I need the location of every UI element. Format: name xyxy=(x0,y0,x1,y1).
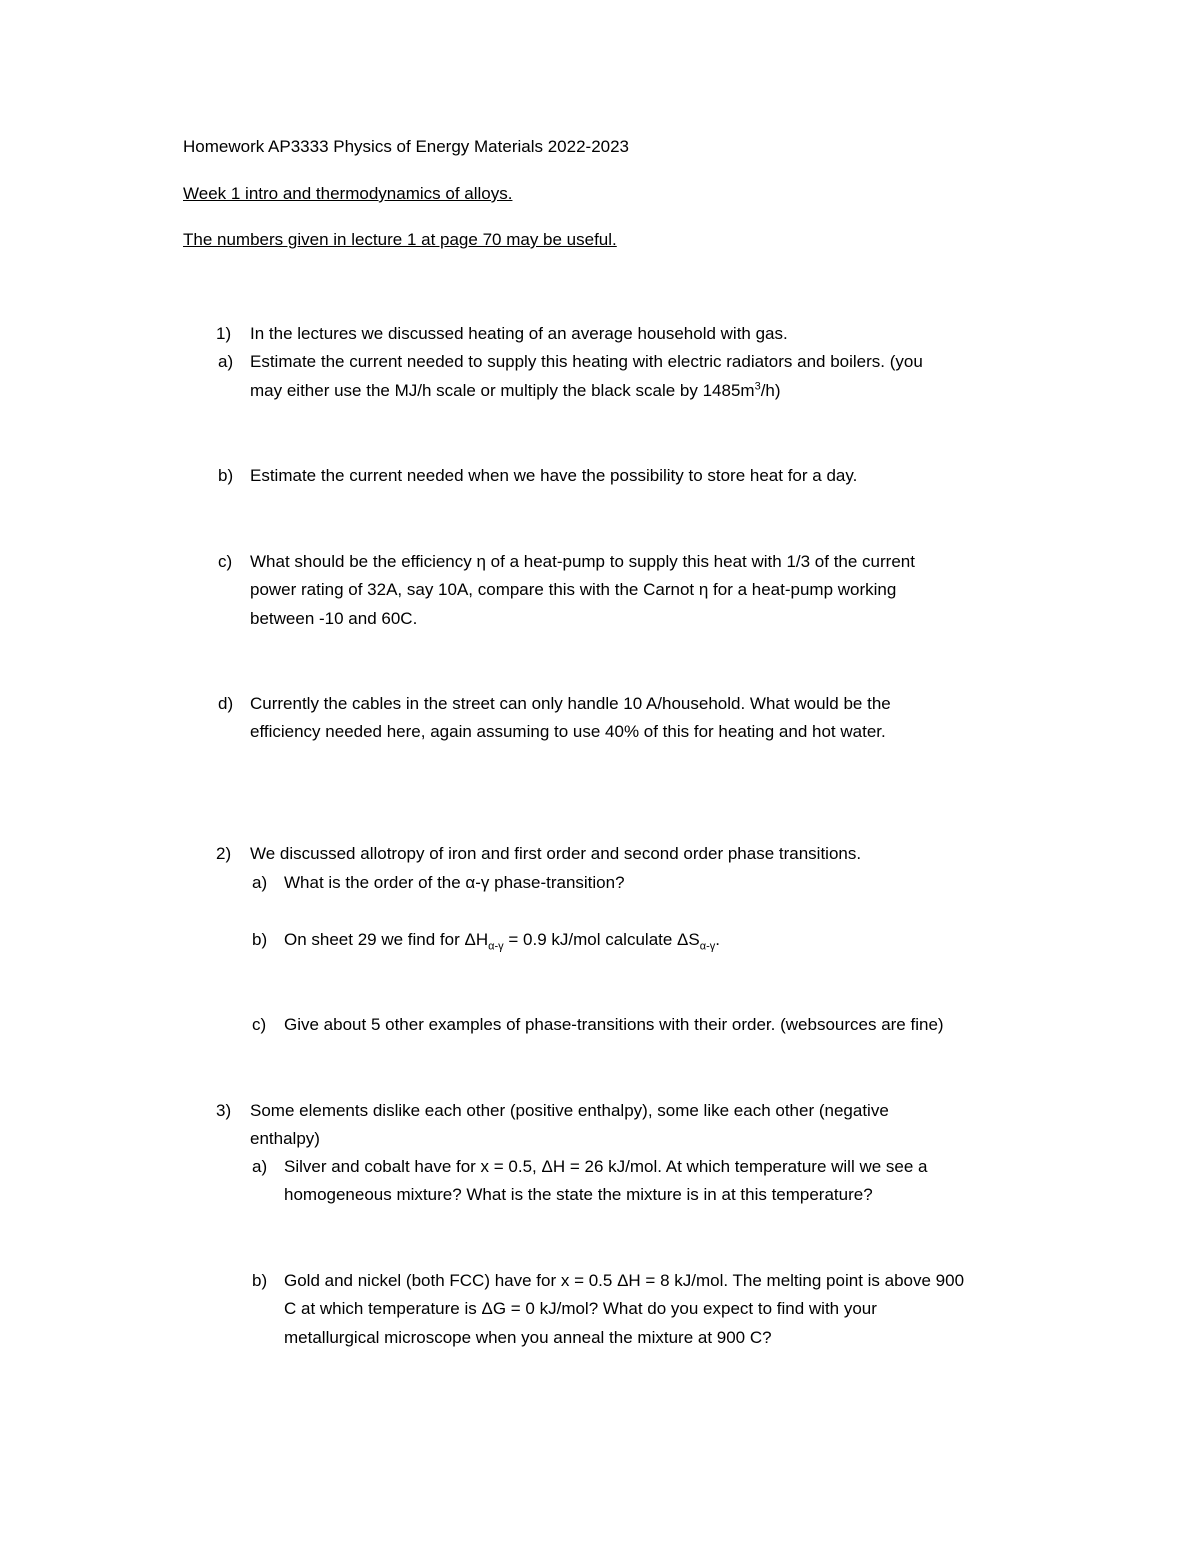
q2-number: 2) xyxy=(216,844,232,863)
q3b-line3: metallurgical microscope when you anneal the mixture at 900 C? xyxy=(284,1328,772,1347)
q1a-line1: Estimate the current needed to supply this heating with electric radiators and boilers. (you xyxy=(250,352,923,371)
q1c-label: c) xyxy=(218,552,233,571)
q1-text: In the lectures we discussed heating of an average household with gas. xyxy=(250,324,788,343)
q1-number: 1) xyxy=(216,324,232,343)
q3b-line2: C at which temperature is ΔG = 0 kJ/mol? What do you expect to find with your xyxy=(284,1299,877,1318)
q1a-line2 xyxy=(250,377,781,405)
q1c-line1: What should be the efficiency η of a heat-pump to supply this heat with 1/3 of the current xyxy=(250,552,915,571)
q1a-line2-post: /h) xyxy=(760,381,781,400)
q1c-line3: between -10 and 60C. xyxy=(250,609,418,628)
q3-line2: enthalpy) xyxy=(250,1129,320,1148)
q3-line1: Some elements dislike each other (positive enthalpy), some like each other (negative xyxy=(250,1101,889,1120)
q2a-text: What is the order of the α-γ phase-transition? xyxy=(284,873,625,892)
q1a-label: a) xyxy=(218,352,234,371)
q3b-label: b) xyxy=(252,1271,268,1290)
q1d-line1: Currently the cables in the street can only handle 10 A/household. What would be the xyxy=(250,694,891,713)
q1b-text: Estimate the current needed when we have the possibility to store heat for a day. xyxy=(250,466,858,485)
q2a-label: a) xyxy=(252,873,268,892)
q3a-line2: homogeneous mixture? What is the state the mixture is in at this temperature? xyxy=(284,1185,873,1204)
lecture-note: The numbers given in lecture 1 at page 70 may be useful. xyxy=(183,230,617,249)
q3a-line1: Silver and cobalt have for x = 0.5, ΔH = 26 kJ/mol. At which temperature will we see a xyxy=(284,1157,928,1176)
q2c-text: Give about 5 other examples of phase-transitions with their order. (websources are fine) xyxy=(284,1015,944,1034)
q1d-line2: efficiency needed here, again assuming to use 40% of this for heating and hot water. xyxy=(250,722,886,741)
q2c-label: c) xyxy=(252,1015,267,1034)
q1b-label: b) xyxy=(218,466,234,485)
week-heading: Week 1 intro and thermodynamics of alloys. xyxy=(183,184,513,203)
q2b-pre: On sheet 29 we find for ΔH xyxy=(284,930,489,949)
q2b-sub2: α-γ xyxy=(699,940,716,953)
q2b-mid: = 0.9 kJ/mol calculate ΔS xyxy=(503,930,700,949)
q2-text: We discussed allotropy of iron and first order and second order phase transitions. xyxy=(250,844,862,863)
q1c-line2: power rating of 32A, say 10A, compare this with the Carnot η for a heat-pump working xyxy=(250,580,897,599)
q2b-label: b) xyxy=(252,930,268,949)
q1a-line2-pre: may either use the MJ/h scale or multiply the black scale by 1485m xyxy=(250,381,755,400)
document-title: Homework AP3333 Physics of Energy Materials 2022-2023 xyxy=(183,137,630,156)
q2b-post: . xyxy=(715,930,721,949)
q2b-text xyxy=(284,926,720,954)
q3a-label: a) xyxy=(252,1157,268,1176)
q2b-sub1: α-γ xyxy=(488,940,504,953)
q3b-line1: Gold and nickel (both FCC) have for x = 0.5 ΔH = 8 kJ/mol. The melting point is above 900 xyxy=(284,1271,965,1290)
q1d-label: d) xyxy=(218,694,234,713)
q3-number: 3) xyxy=(216,1101,232,1120)
q1a-line2-sup: 3 xyxy=(754,380,761,393)
